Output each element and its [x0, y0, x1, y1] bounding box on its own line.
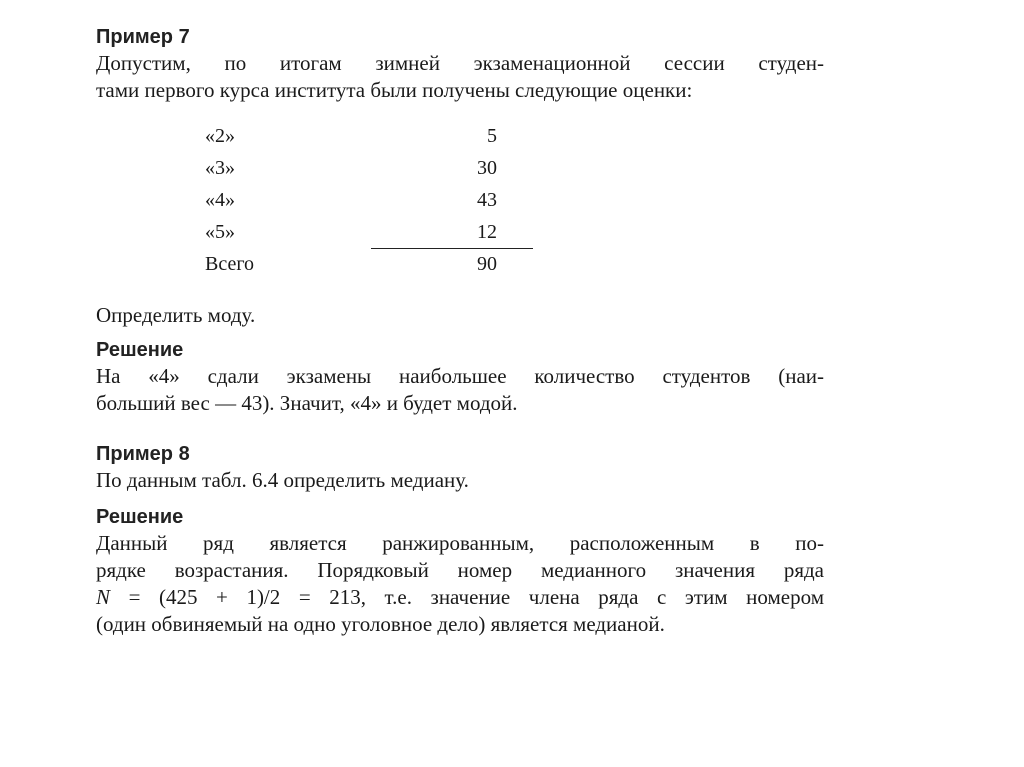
grade-label: «2» — [205, 125, 235, 147]
example-7-heading: Пример 7 — [96, 26, 190, 48]
example-7-solution-line-1: На «4» сдали экзамены наибольшее количество студентов (наи- — [96, 364, 824, 388]
example-7-solution-line-2: больший вес — 43). Значит, «4» и будет модой. — [96, 391, 518, 415]
grade-row — [205, 216, 531, 248]
median-position-formula: = (425 + 1)/2 = 213, т.е. значение члена ряда с этим номером — [110, 585, 824, 609]
example-8-solution-line-1: Данный ряд является ранжированным, расположенным в по- — [96, 531, 824, 555]
example-7-task — [96, 302, 824, 329]
example-8-solution-line-4: (один обвиняемый на одно уголовное дело) является медианой. — [96, 612, 665, 636]
example-8-heading: Пример 8 — [96, 443, 190, 465]
example-7-intro — [96, 50, 824, 104]
grade-count: 30 — [477, 157, 497, 179]
example-8-task — [96, 467, 824, 494]
grade-label: «4» — [205, 189, 235, 211]
grade-row — [205, 120, 531, 152]
example-7-intro-line-1: Допустим, по итогам зимней экзаменационной сессии студен- — [96, 51, 824, 75]
example-7-solution — [96, 363, 824, 417]
total-label: Всего — [205, 253, 255, 275]
example-8-solution-line-2: рядке возрастания. Порядковый номер медианного значения ряда — [96, 558, 824, 582]
grade-label: «5» — [205, 221, 235, 243]
example-7-task-text: Определить моду. — [96, 303, 256, 327]
textbook-page — [96, 24, 824, 638]
grade-count: 12 — [477, 221, 497, 243]
example-7-solution-heading: Решение — [96, 339, 184, 361]
median-position-variable: N — [96, 585, 111, 609]
grade-count: 43 — [477, 189, 497, 211]
example-8-solution-heading: Решение — [96, 506, 184, 528]
example-8-task-text: По данным табл. 6.4 определить медиану. — [96, 468, 469, 492]
grades-table — [205, 120, 531, 280]
example-8-solution-line-3 — [96, 584, 824, 611]
grade-row — [205, 184, 531, 216]
total-row — [205, 248, 531, 280]
total-count: 90 — [477, 253, 497, 275]
example-8-solution — [96, 530, 824, 638]
grade-label: «3» — [205, 157, 235, 179]
grade-row — [205, 152, 531, 184]
grade-count: 5 — [487, 125, 497, 147]
example-7-intro-line-2: тами первого курса института были получены следующие оценки: — [96, 78, 693, 102]
